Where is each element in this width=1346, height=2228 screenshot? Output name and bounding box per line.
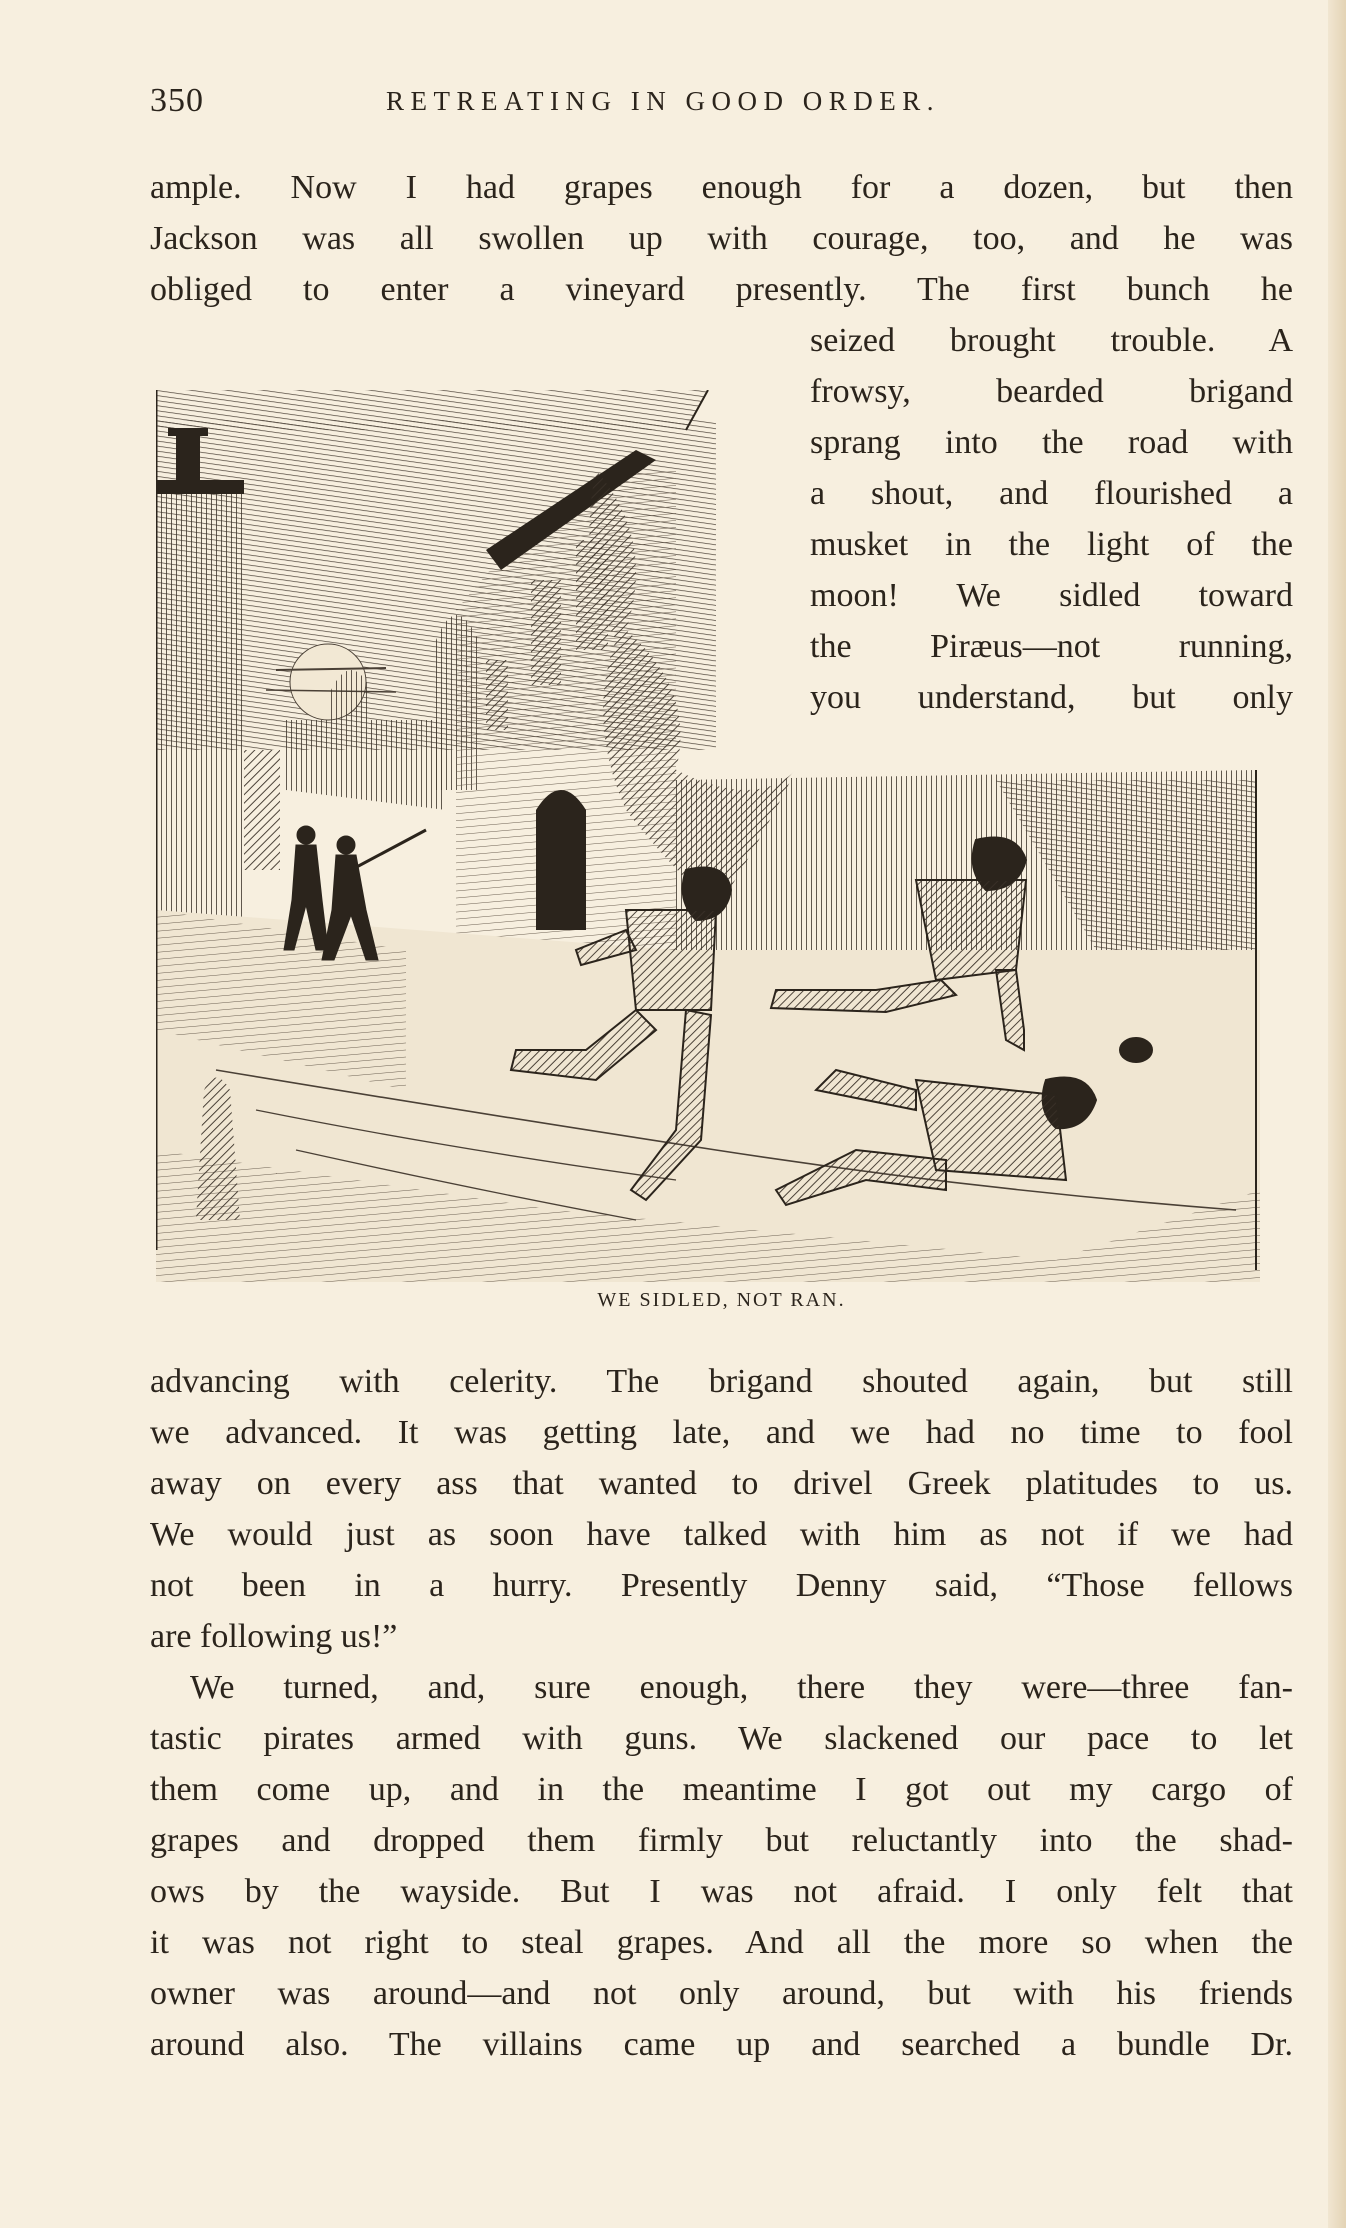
- text-line: them come up, and in the meantime I got out my cargo of: [150, 1771, 1293, 1808]
- side-text-line: moon! We sidled toward: [810, 577, 1293, 614]
- text-line: it was not right to steal grapes. And all the more so when the: [150, 1924, 1293, 1961]
- page-number: 350: [150, 82, 204, 119]
- running-head: RETREATING IN GOOD ORDER.: [386, 86, 940, 116]
- page-header: [150, 82, 1296, 126]
- text-line: tastic pirates armed with guns. We slackened our pace to let: [150, 1720, 1293, 1757]
- side-text-line: frowsy, bearded brigand: [810, 373, 1293, 410]
- text-line: owner was around—and not only around, but with his friends: [150, 1975, 1293, 2012]
- text-line: ample. Now I had grapes enough for a dozen, but then: [150, 169, 1293, 206]
- text-line: are following us!”: [150, 1618, 398, 1655]
- text-line: not been in a hurry. Presently Denny said, “Those fellows: [150, 1567, 1293, 1604]
- engraving-illustration: [156, 390, 1260, 1282]
- text-line: grapes and dropped them firmly but reluctantly into the shad-: [150, 1822, 1293, 1859]
- text-line: ows by the wayside. But I was not afraid. I only felt that: [150, 1873, 1293, 1910]
- text-line: obliged to enter a vineyard presently. The first bunch he: [150, 271, 1293, 308]
- side-text-line: musket in the light of the: [810, 526, 1293, 563]
- side-text-line: a shout, and flourished a: [810, 475, 1293, 512]
- side-text-line: seized brought trouble. A: [810, 322, 1293, 359]
- text-line: around also. The villains came up and searched a bundle Dr.: [150, 2026, 1293, 2063]
- text-line: We turned, and, sure enough, there they were—three fan-: [190, 1669, 1293, 1706]
- side-text-line: you understand, but only: [810, 679, 1293, 716]
- text-line: we advanced. It was getting late, and we had no time to fool: [150, 1414, 1293, 1451]
- text-line: Jackson was all swollen up with courage, too, and he was: [150, 220, 1293, 257]
- page-edge: [1328, 0, 1346, 2228]
- illustration-caption: WE SIDLED, NOT RAN.: [597, 1289, 846, 1311]
- doorway: [536, 790, 586, 930]
- text-line: away on every ass that wanted to drivel Greek platitudes to us.: [150, 1465, 1293, 1502]
- side-text-line: the Piræus—not running,: [810, 628, 1293, 665]
- side-text-line: sprang into the road with: [810, 424, 1293, 461]
- text-line: We would just as soon have talked with him as not if we had: [150, 1516, 1293, 1553]
- text-line: advancing with celerity. The brigand shouted again, but still: [150, 1363, 1293, 1400]
